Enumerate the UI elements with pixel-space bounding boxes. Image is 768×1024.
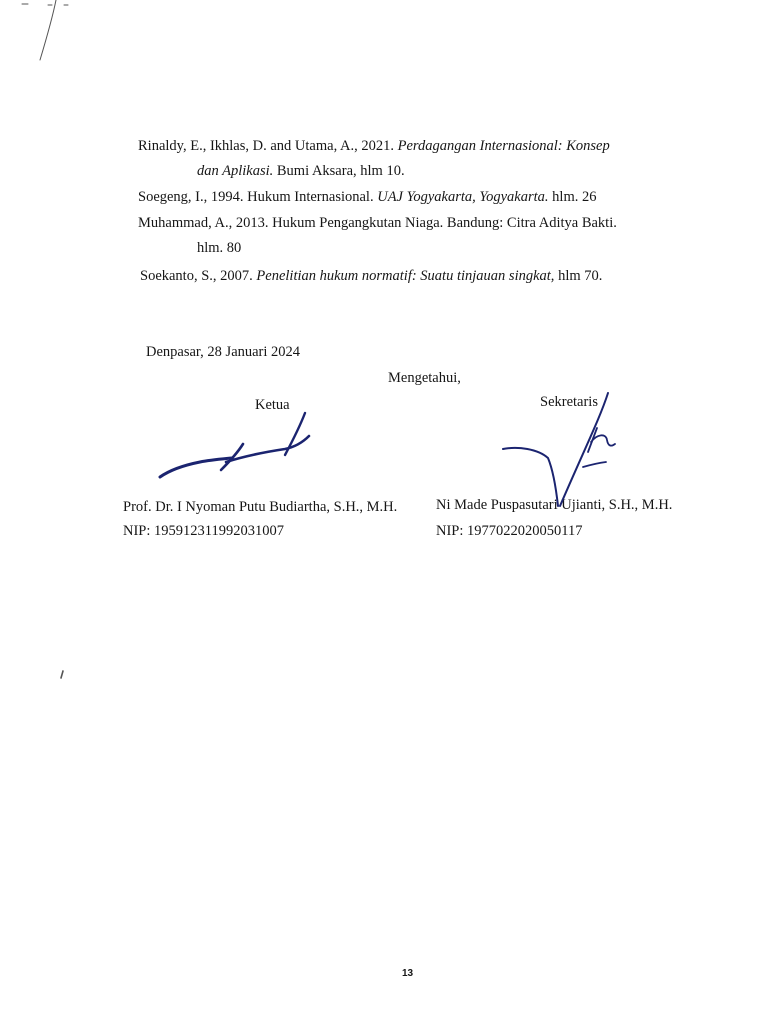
scan-marks <box>22 0 68 678</box>
reference-title: Hukum Internasional. <box>247 189 374 205</box>
reference-rinaldy-line-2 <box>197 162 405 180</box>
reference-publisher: UAJ Yogyakarta, Yogyakarta. <box>377 189 549 205</box>
reference-author-year: Rinaldy, E., Ikhlas, D. and Utama, A., 2021. <box>138 138 394 154</box>
page-number: 13 <box>402 968 414 979</box>
chair-name: Prof. Dr. I Nyoman Putu Budiartha, S.H., M.H. <box>123 499 398 515</box>
reference-title: Perdagangan Internasional: Konsep <box>397 138 610 154</box>
reference-muhammad-line-2 <box>197 239 241 257</box>
reference-author-year: Muhammad, A., 2013. <box>138 215 269 231</box>
reference-publisher: Bandung: Citra Aditya Bakti. <box>446 215 617 231</box>
reference-pages: hlm 70. <box>558 268 603 284</box>
acknowledged-label: Mengetahui, <box>388 370 461 386</box>
chair-nip: NIP: 195912311992031007 <box>123 523 284 539</box>
reference-rinaldy-line-1 <box>138 137 610 155</box>
reference-pages: hlm. 80 <box>197 240 242 256</box>
reference-pages: hlm. 26 <box>552 189 597 205</box>
reference-soekanto <box>140 267 602 285</box>
reference-author-year: Soekanto, S., 2007. <box>140 268 253 284</box>
secretary-role-label: Sekretaris <box>540 394 598 410</box>
secretary-nip: NIP: 1977022020050117 <box>436 523 583 539</box>
reference-muhammad-line-1 <box>138 214 617 232</box>
reference-publisher: Bumi Aksara, hlm 10. <box>276 163 405 179</box>
chair-signature <box>160 413 309 477</box>
place-and-date: Denpasar, 28 Januari 2024 <box>146 344 301 360</box>
reference-soegeng <box>138 188 596 206</box>
reference-author-year: Soegeng, I., 1994. <box>138 189 244 205</box>
reference-title: Penelitian hukum normatif: Suatu tinjauan singkat, <box>256 268 555 284</box>
reference-title-continued: dan Aplikasi. <box>197 163 274 179</box>
chair-role-label: Ketua <box>255 397 290 413</box>
reference-title: Hukum Pengangkutan Niaga. <box>272 215 444 231</box>
secretary-name: Ni Made Puspasutari Ujianti, S.H., M.H. <box>436 497 673 513</box>
